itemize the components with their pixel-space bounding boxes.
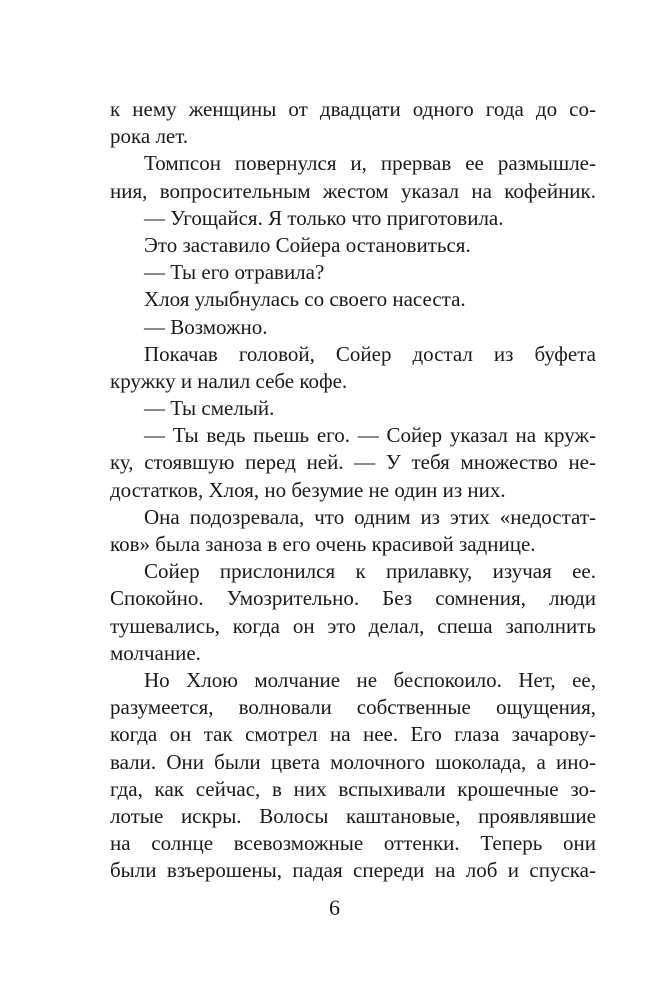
text-line: достатков, Хлоя, но безумие не один из них. bbox=[110, 477, 506, 502]
text-line: молчание. bbox=[110, 640, 201, 665]
text-line: к нему женщины от двадцати одного года до со- bbox=[110, 97, 596, 121]
text-line: ков» была заноза в его очень красивой заднице. bbox=[110, 532, 536, 556]
text-line: гда, как сейчас, в них вспыхивали крошечные зо- bbox=[110, 776, 596, 801]
text-line: вали. Они были цвета молочного шоколада, а ино- bbox=[110, 749, 596, 774]
text-line: лотые искры. Волосы каштановые, проявлявшие bbox=[110, 803, 596, 828]
page-number: 6 bbox=[329, 895, 340, 920]
text-line: когда он так смотрел на нее. Его глаза зачарову- bbox=[110, 722, 596, 747]
text-line: тушевались, когда он это делал, спеша заполнить bbox=[110, 613, 596, 638]
text-line: кружку и налил себе кофе. bbox=[110, 368, 348, 393]
text-line: — Ты его отравила? bbox=[144, 260, 325, 285]
text-line: ку, стоявшую перед ней. — У тебя множество не- bbox=[110, 450, 596, 475]
text-line: рока лет. bbox=[110, 124, 189, 149]
text-line: Хлоя улыбнулась со своего насеста. bbox=[144, 287, 466, 312]
text-line: на солнце всевозможные оттенки. Теперь они bbox=[110, 831, 596, 856]
body-text bbox=[110, 96, 596, 884]
text-line: ния, вопросительным жестом указал на кофейник. bbox=[110, 178, 596, 203]
text-line: Но Хлою молчание не беспокоило. Нет, ее, bbox=[144, 667, 596, 692]
text-line: — Ты ведь пьешь его. — Сойер указал на круж- bbox=[144, 423, 596, 448]
text-line: Покачав головой, Сойер достал из буфета bbox=[144, 341, 596, 366]
text-line: были взъерошены, падая спереди на лоб и спуска- bbox=[110, 858, 596, 883]
text-line: Она подозревала, что одним из этих «недостат- bbox=[144, 504, 596, 529]
text-line: Спокойно. Умозрительно. Без сомнения, люди bbox=[110, 586, 596, 611]
text-line: — Угощайся. Я только что приготовила. bbox=[144, 205, 504, 230]
text-line: Томпсон повернулся и, прервав ее размышле- bbox=[144, 151, 596, 176]
text-line: Это заставило Сойера остановиться. bbox=[144, 232, 471, 257]
text-line: Сойер прислонился к прилавку, изучая ее. bbox=[144, 559, 596, 584]
text-line: — Возможно. bbox=[144, 314, 268, 339]
text-line: разумеется, волновали собственные ощущения, bbox=[110, 695, 596, 720]
text-line: — Ты смелый. bbox=[144, 396, 275, 421]
